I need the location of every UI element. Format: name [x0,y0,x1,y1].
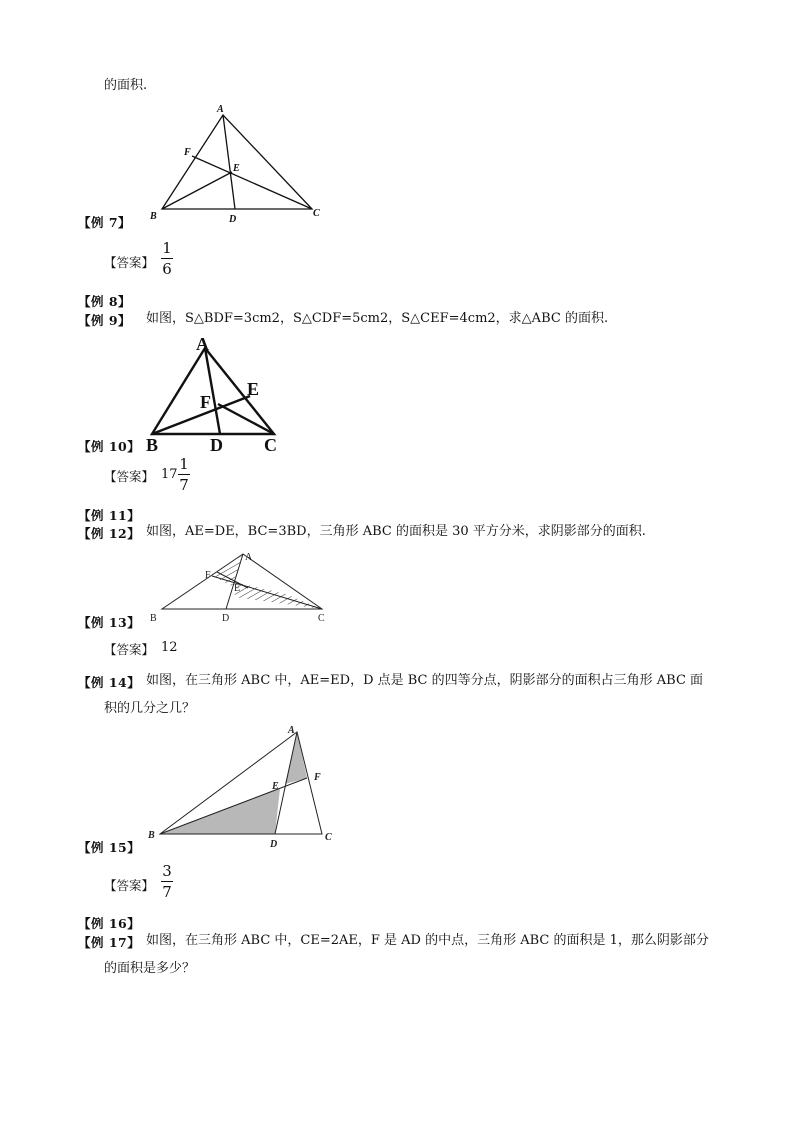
answer-7-label: 【答案】 [104,255,155,270]
answer-10-fraction [177,456,191,493]
problem-17-text-line1: 如图，在三角形 ABC 中，CE=2AE，F 是 AD 的中点，三角形 ABC 的面积是 1，那么阴影部分 [146,933,709,948]
example-9-label: 【例 9】 [78,313,132,328]
fig2-line-fc [218,404,274,434]
fig3-label-e: E [234,583,241,594]
fig1-label-d: D [229,214,237,225]
fig1-line-ad [223,115,235,209]
fig3-label-d: D [222,613,230,624]
example-12-label: 【例 12】 [78,526,141,541]
fig4-label-f: F [314,772,321,783]
fig4-label-c: C [325,832,332,843]
fig1-label-e: E [233,163,240,174]
problem-17-text-line2: 的面积是多少？ [104,961,196,976]
example-8-label: 【例 8】 [78,294,132,309]
example-13-label: 【例 13】 [78,615,141,630]
example-14-label: 【例 14】 [78,675,141,690]
problem-12-text: 如图，AE=DE，BC=3BD，三角形 ABC 的面积是 30 平方分米，求阴影部分的面积. [146,524,646,539]
fig1-label-a: A [217,104,224,115]
answer-10-whole: 17 [161,467,178,482]
example-11-label: 【例 11】 [78,508,141,523]
problem-9-text: 如图，S△BDF=3cm2，S△CDF=5cm2，S△CEF=4cm2，求△ABC 的面积. [146,311,609,326]
fig1-line-fc [192,156,312,209]
example-7-label: 【例 7】 [78,215,132,230]
example-10-label: 【例 10】 [78,439,141,454]
problem-14-text-line1: 如图，在三角形 ABC 中，AE=ED，D 点是 BC 的四等分点，阴影部分的面积占三角形 ABC 面 [146,673,704,688]
fig1-line-be [162,172,232,209]
answer-13-value: 12 [161,640,178,655]
answer-10-label: 【答案】 [104,469,155,484]
example-17-label: 【例 17】 [78,935,141,950]
fig2-label-f: F [200,392,211,412]
fig3-line-fc [212,576,322,609]
fig3-label-b: B [150,613,157,624]
fig2-label-c: C [264,435,277,455]
answer-10-numerator: 1 [179,455,189,473]
answer-7-numerator: 1 [162,239,172,257]
fig1-label-f: F [184,147,191,158]
fig1-label-c: C [313,208,320,219]
top-line-text: 的面积. [104,78,148,93]
answer-10-denominator: 7 [179,476,189,494]
fig3-label-c: C [318,613,325,624]
answer-7-fraction [160,240,174,277]
answer-15-label: 【答案】 [104,878,155,893]
figure-triangle-4 [140,720,340,850]
problem-14-text-line2: 积的几分之几？ [104,701,196,716]
fig2-label-a: A [196,334,209,354]
fig2-label-b: B [146,435,159,455]
fig4-label-e: E [272,781,279,792]
answer-13-label: 【答案】 [104,642,155,657]
figure-triangle-1 [140,100,340,225]
example-16-label: 【例 16】 [78,916,141,931]
fig3-label-f: F [205,570,211,581]
fig2-label-e: E [247,379,260,399]
fig1-label-b: B [150,211,157,222]
answer-15-denominator: 7 [162,883,172,901]
answer-15-fraction [160,863,174,900]
fig1-triangle-abc [162,115,312,209]
fig2-label-d: D [210,435,223,455]
fig2-line-ad [205,348,220,434]
fig3-label-a: A [245,552,253,563]
answer-15-numerator: 3 [162,862,172,880]
fig4-label-a: A [288,725,295,736]
fig4-label-d: D [270,839,278,850]
figure-triangle-2 [140,330,300,455]
fig4-label-b: B [148,830,155,841]
figure-triangle-3 [140,545,340,630]
answer-7-denominator: 6 [162,260,172,278]
example-15-label: 【例 15】 [78,840,141,855]
